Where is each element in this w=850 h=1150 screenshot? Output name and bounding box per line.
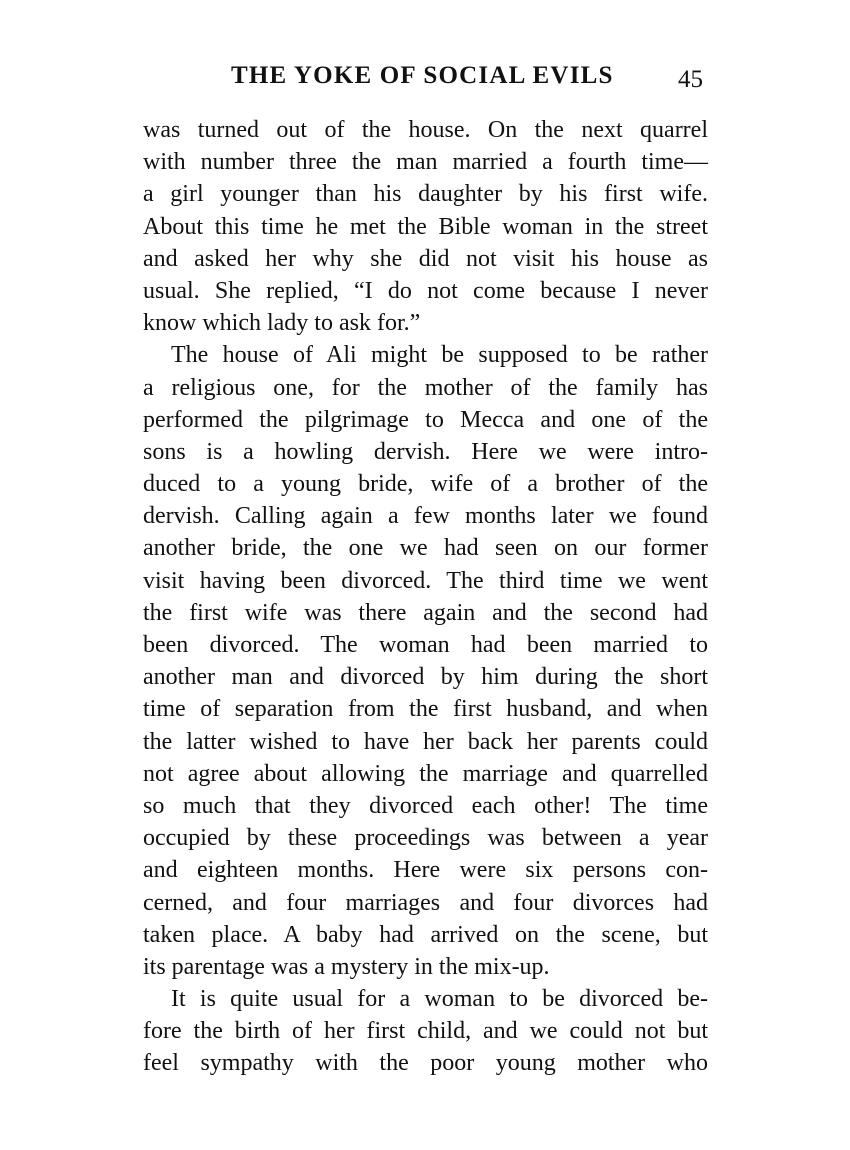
page-number: 45 (678, 66, 703, 93)
text-line: another bride, the one we had seen on our former (143, 535, 708, 562)
text-line: know which lady to ask for.” (143, 310, 421, 337)
text-line: not agree about allowing the marriage and quarrelled (143, 760, 708, 787)
text-line: duced to a young bride, wife of a brother of the (143, 471, 708, 498)
text-line: a religious one, for the mother of the family has (143, 374, 708, 401)
text-line: fore the birth of her first child, and we could not but (143, 1018, 708, 1045)
text-line: The house of Ali might be supposed to be rather (171, 342, 708, 369)
text-line: the latter wished to have her back her parents could (143, 728, 708, 755)
text-line: feel sympathy with the poor young mother who (143, 1050, 708, 1077)
running-title: THE YOKE OF SOCIAL EVILS (231, 62, 614, 89)
paragraph-2 (143, 339, 708, 983)
text-line: sons is a howling dervish. Here we were intro- (143, 438, 708, 465)
text-line: visit having been divorced. The third time we went (143, 567, 708, 594)
text-line: performed the pilgrimage to Mecca and one of the (143, 406, 708, 433)
text-line: dervish. Calling again a few months later we found (143, 503, 708, 530)
text-line: and asked her why she did not visit his house as (143, 245, 708, 272)
text-line: About this time he met the Bible woman in the street (143, 213, 708, 240)
text-line: been divorced. The woman had been married to (143, 632, 708, 658)
text-line: a girl younger than his daughter by his first wife. (143, 181, 708, 208)
paragraph-1 (143, 114, 708, 339)
text-line: another man and divorced by him during the short (143, 664, 708, 691)
running-head (143, 62, 708, 102)
text-line: usual. She replied, “I do not come because I never (143, 277, 708, 304)
text-line: time of separation from the first husband, and when (143, 696, 708, 723)
text-line: was turned out of the house. On the next quarrel (143, 117, 708, 143)
text-line: It is quite usual for a woman to be divorced be- (171, 986, 708, 1013)
text-line: occupied by these proceedings was between a year (143, 825, 708, 852)
text-line: taken place. A baby had arrived on the scene, but (143, 921, 708, 948)
paragraph-3 (143, 983, 708, 1080)
text-line: so much that they divorced each other! The time (143, 792, 708, 819)
text-line: with number three the man married a fourth time— (143, 149, 708, 176)
text-line: the first wife was there again and the second had (143, 599, 708, 626)
text-line: and eighteen months. Here were six persons con- (143, 857, 708, 884)
text-line: cerned, and four marriages and four divorces had (143, 889, 708, 916)
body-text (143, 114, 708, 1080)
text-line: its parentage was a mystery in the mix-up. (143, 953, 550, 980)
